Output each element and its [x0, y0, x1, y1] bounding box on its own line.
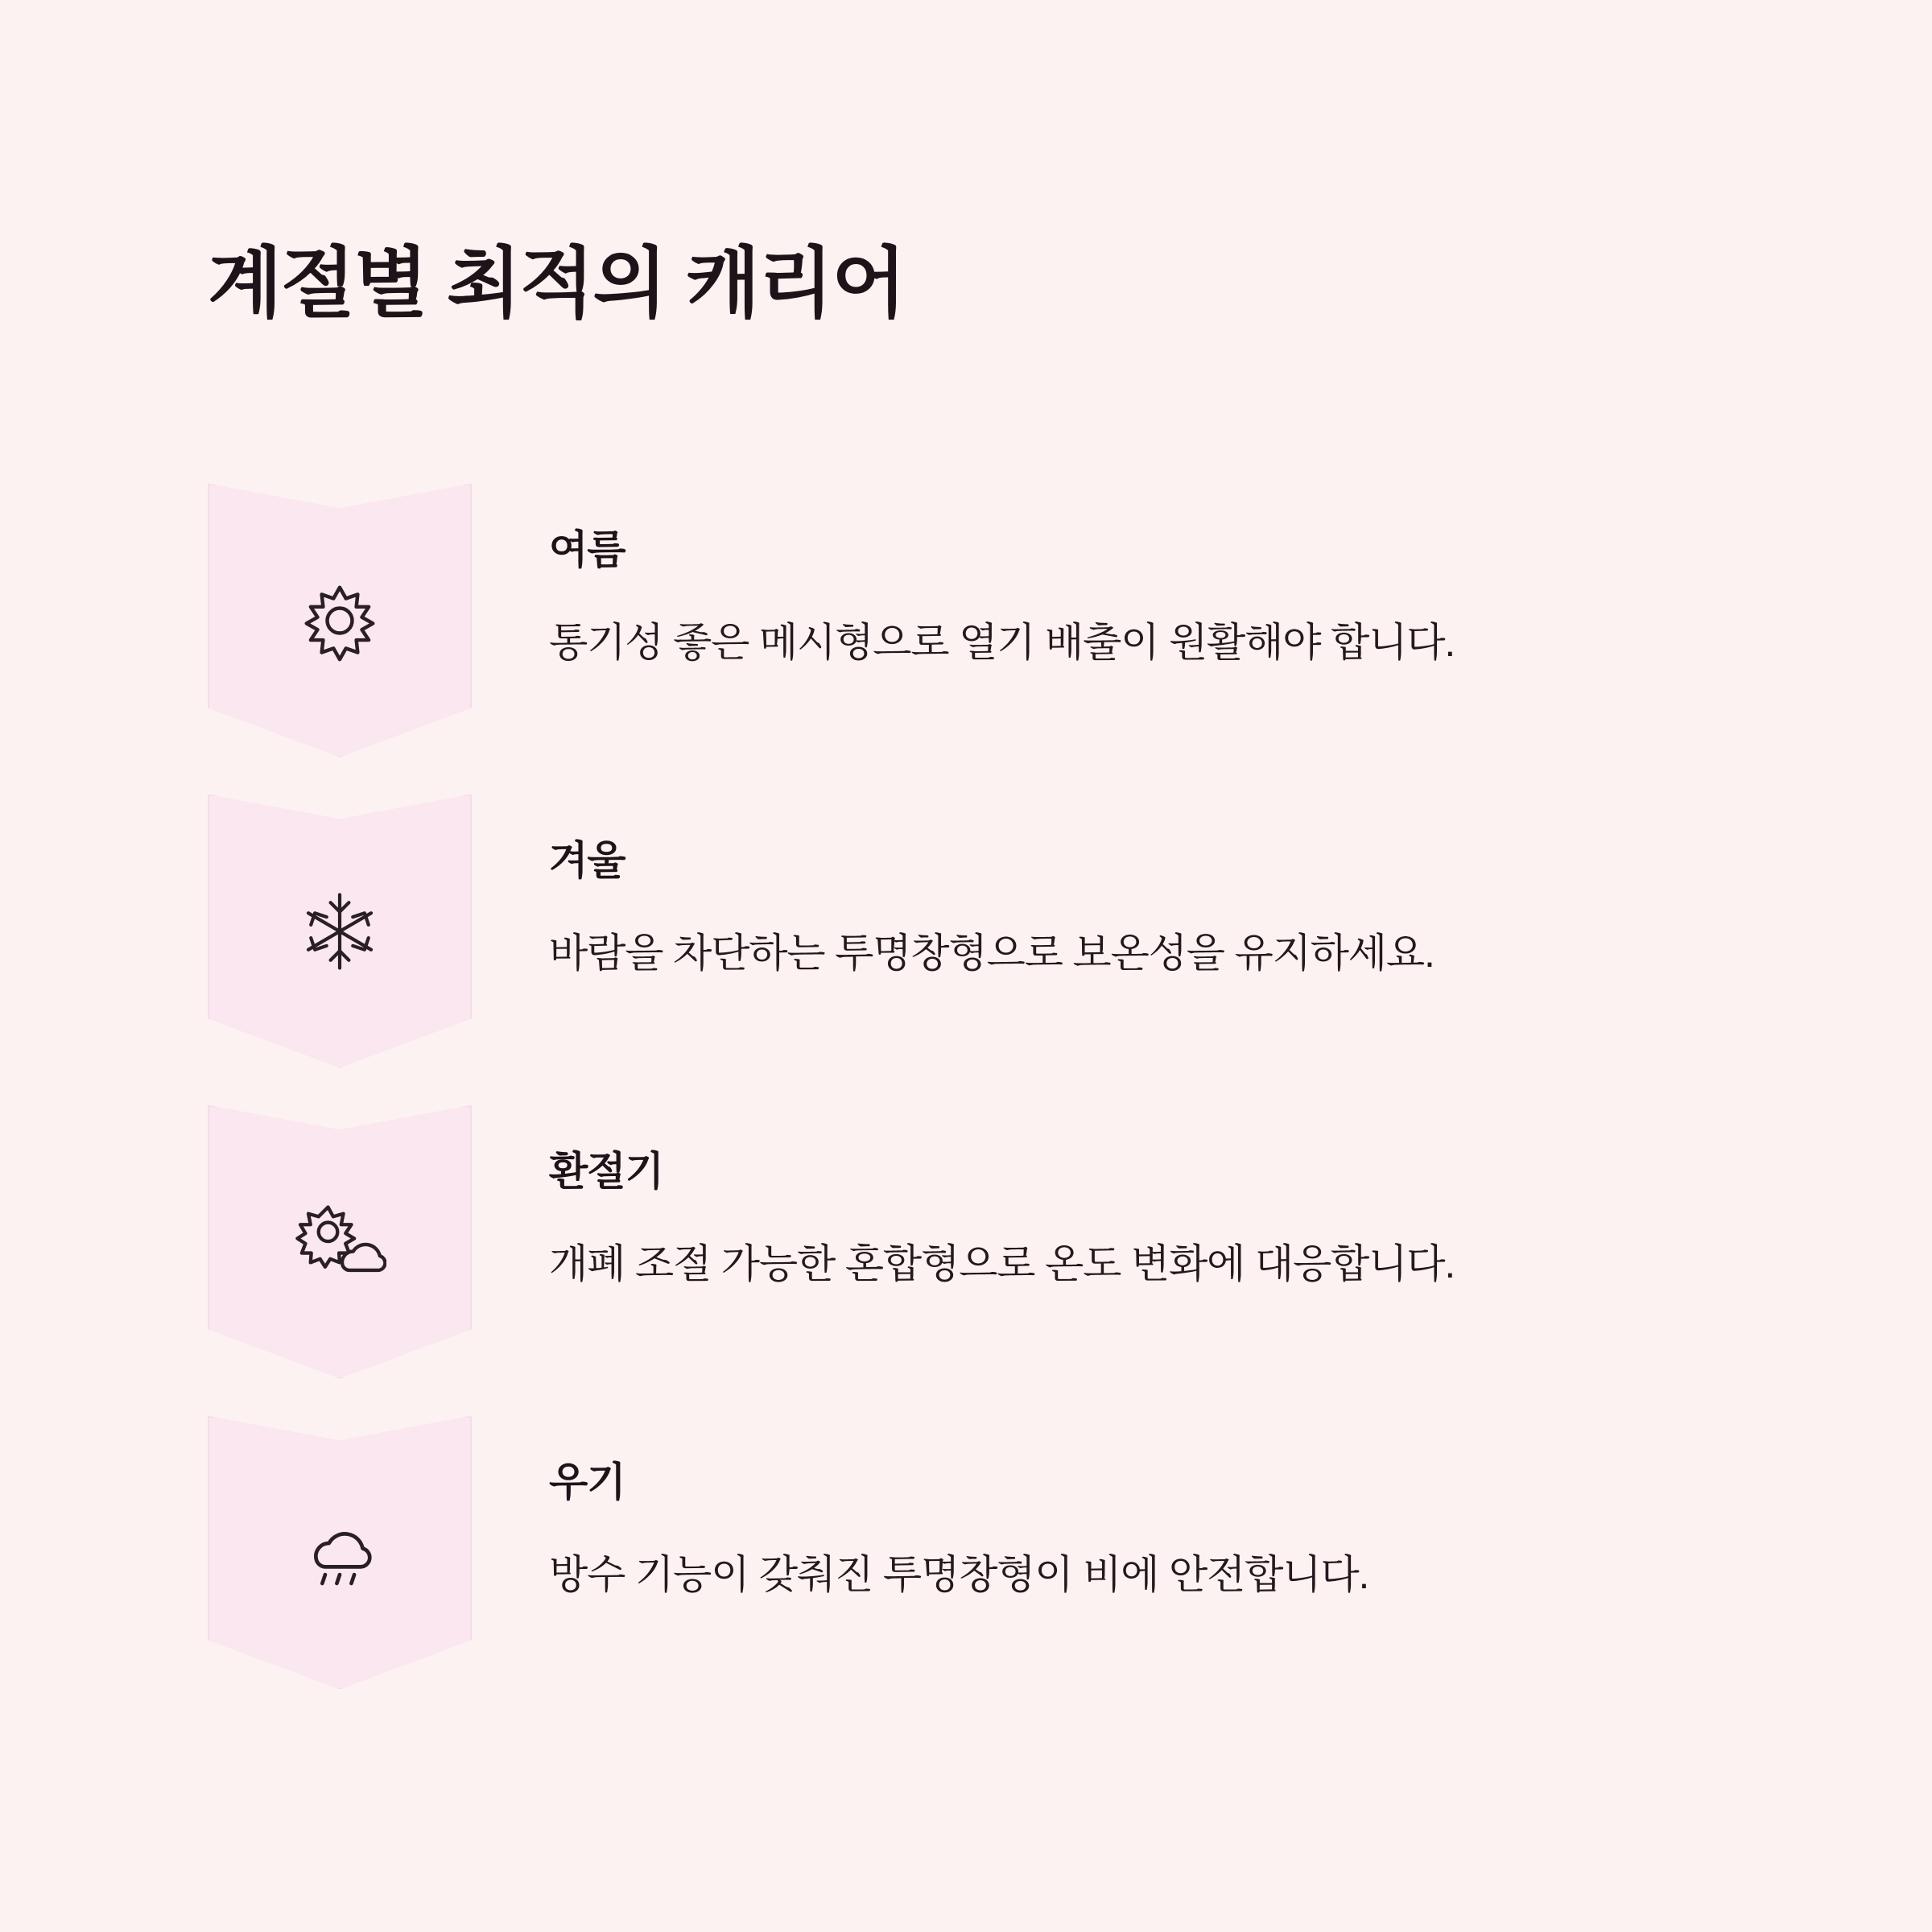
step-description: 개폐 조절 가능한 혼합형으로 온도 변화에 대응합니다. — [549, 1241, 1455, 1286]
step-description: 통기성 좋은 메시형으로 열기 배출이 원활해야 합니다. — [549, 619, 1455, 665]
sun-icon — [295, 576, 384, 665]
step-label: 환절기 — [549, 1148, 663, 1194]
step-label: 겨울 — [549, 837, 625, 883]
list-item — [208, 1416, 1932, 1727]
step-text-transition — [472, 1105, 1455, 1292]
season-step-list — [208, 484, 1932, 1727]
chevron-badge-transition — [208, 1105, 472, 1379]
step-description: 방수 기능이 갖춰진 투명창형이 비에 안전합니다. — [549, 1551, 1369, 1597]
step-text-summer — [472, 484, 1455, 671]
snowflake-icon — [298, 890, 382, 973]
list-item — [208, 484, 1932, 795]
chevron-badge-winter — [208, 795, 472, 1068]
sun-cloud-icon — [293, 1195, 386, 1289]
step-text-rainy — [472, 1416, 1368, 1603]
step-label: 우기 — [549, 1459, 625, 1505]
list-item — [208, 1105, 1932, 1416]
step-label: 여름 — [549, 526, 625, 572]
page-title: 계절별 최적의 캐리어 — [208, 241, 905, 327]
list-item — [208, 795, 1932, 1105]
rain-cloud-icon — [293, 1508, 386, 1598]
chevron-badge-summer — [208, 484, 472, 758]
chevron-badge-rainy — [208, 1416, 472, 1690]
step-description: 바람을 차단하는 투명창형으로 보온성을 유지하세요. — [549, 930, 1435, 976]
step-text-winter — [472, 795, 1435, 981]
